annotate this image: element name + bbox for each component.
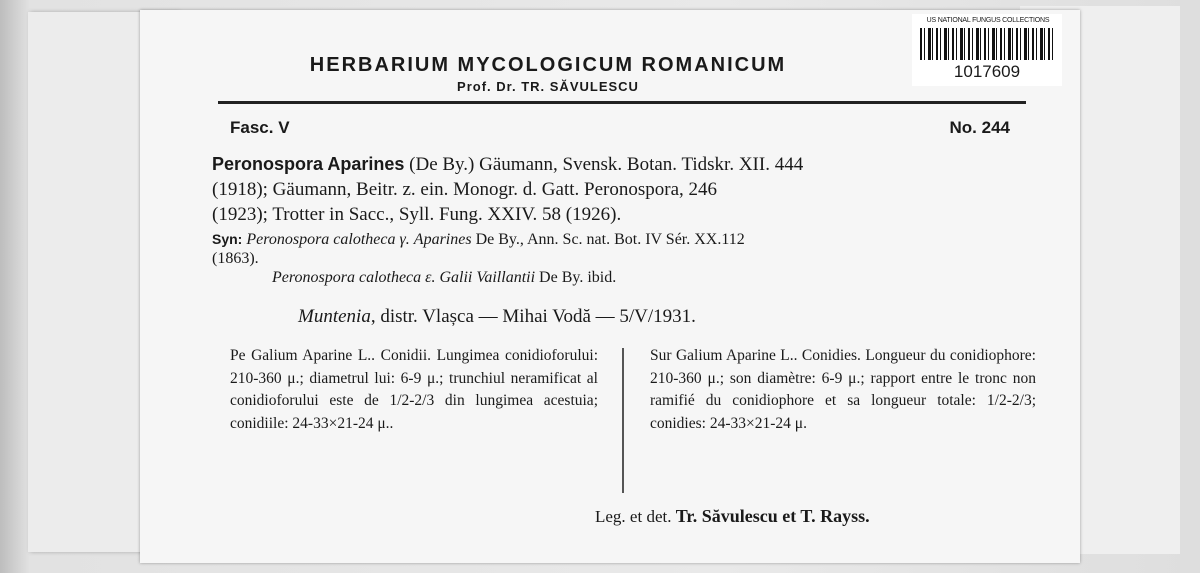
synonym-citation-cont: (1863). — [212, 250, 259, 267]
locality-region: Muntenia — [298, 306, 371, 327]
collectors — [595, 506, 870, 527]
locality — [298, 306, 696, 328]
synonym-name: Peronospora calotheca γ. Aparines — [246, 231, 472, 248]
barcode-label — [912, 14, 1062, 86]
column-divider — [622, 348, 624, 493]
locality-details: , distr. Vlașca — Mihai Vodă — 5/V/1931. — [370, 306, 696, 327]
synonym-citation: De By., Ann. Sc. nat. Bot. IV Sér. XX.112 — [471, 231, 745, 248]
species-authority: (De By.) Gäumann, Svensk. Botan. Tidskr. XII. 444 — [404, 154, 804, 175]
species-citation-line: (1918); Gäumann, Beitr. z. ein. Monogr. d. Gatt. Peronospora, 246 — [212, 179, 718, 200]
barcode-number: 1017609 — [953, 62, 1021, 81]
herbarium-director: Prof. Dr. TR. SĂVULESCU — [457, 79, 639, 94]
barcode-icon — [920, 28, 1056, 60]
barcode-caption: US NATIONAL FUNGUS COLLECTIONS — [926, 17, 1050, 24]
fascicle-label: Fasc. V — [230, 118, 290, 137]
collectors-prefix: Leg. et det. — [595, 507, 676, 526]
herbarium-title: HERBARIUM MYCOLOGICUM ROMANICUM — [309, 54, 787, 76]
description-french: Sur Galium Aparine L.. Conidies. Longueur du conidiophore: 210-360 μ.; son diamètre: 6-9 μ.; rapport entre le tronc non ramifié du conidiophore et sa longueur totale: 1/2-2/3; conidies: 24-33×21-24 μ. — [650, 347, 1036, 432]
species-citation-line: (1923); Trotter in Sacc., Syll. Fung. XXIV. 58 (1926). — [212, 204, 622, 225]
header-rule — [218, 101, 1026, 104]
synonym-label: Syn: — [212, 231, 243, 247]
description-romanian: Pe Galium Aparine L.. Conidii. Lungimea conidioforului: 210-360 μ.; diametrul lui: 6-9 μ.; trunchiul neramificat al conidioforului este de 1/2-2/3 din lungimea acestuia; conidiile: 24-33×21-24 μ.. — [230, 347, 598, 432]
specimen-number: No. 244 — [949, 118, 1010, 137]
synonym-name: Peronospora calotheca ε. Galii Vaillantii — [272, 269, 536, 286]
synonyms — [212, 230, 1042, 287]
species-name: Peronospora Aparines — [212, 154, 405, 174]
collectors-names: Tr. Săvulescu et T. Rayss. — [675, 506, 870, 526]
species-citation — [212, 152, 1032, 227]
synonym-citation: De By. ibid. — [535, 269, 617, 286]
